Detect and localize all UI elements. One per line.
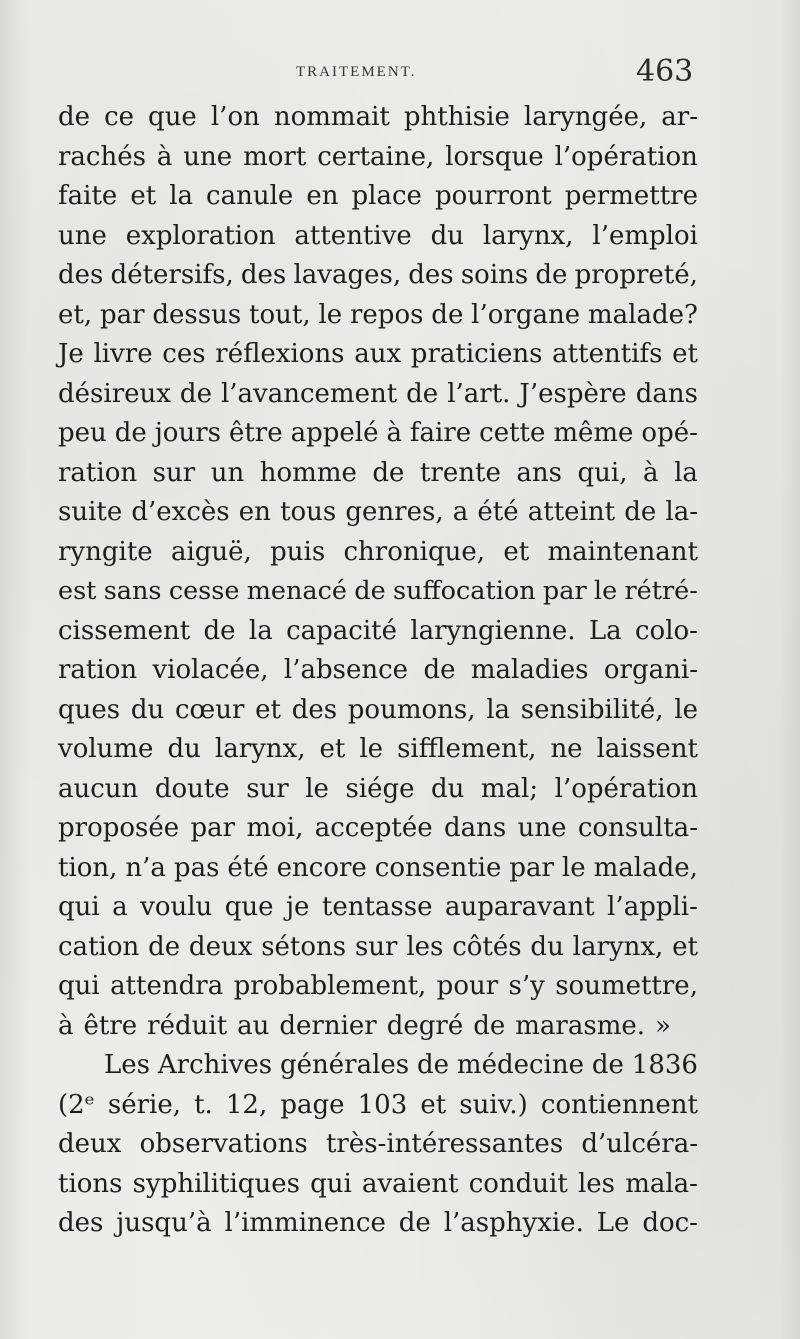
word: le (359, 734, 384, 764)
word: de (203, 615, 236, 646)
word: livre (93, 339, 153, 369)
word: consentie (374, 852, 502, 883)
text-line (58, 651, 698, 691)
word: la (169, 181, 194, 211)
word: attentifs (552, 339, 663, 369)
word: sur (354, 931, 398, 962)
word: nommait (273, 102, 390, 132)
word: des (240, 260, 287, 290)
word: un (210, 457, 245, 488)
text-line (58, 967, 698, 1007)
text-line (58, 730, 698, 770)
word: réflexions (215, 339, 345, 369)
word: place (351, 181, 422, 211)
word: larynx, (214, 734, 306, 764)
word: jusqu’à (116, 1208, 212, 1238)
word: cesse (168, 576, 240, 606)
word: l’avancement (220, 378, 398, 409)
word: attentive (294, 220, 412, 251)
word: poumons, (347, 694, 476, 725)
word: ryngite (58, 536, 153, 567)
word: de (58, 102, 91, 132)
word: praticiens (410, 339, 543, 369)
word: rétré- (624, 576, 698, 606)
word: détersifs, (110, 260, 234, 290)
page-header (0, 54, 800, 92)
word: proposée (58, 813, 180, 843)
word: suite (58, 497, 123, 527)
word: tout, (249, 299, 311, 330)
word: du (130, 694, 165, 725)
text-line (58, 454, 698, 494)
word: opé- (641, 418, 698, 448)
text-line (58, 335, 698, 375)
word: Le (596, 1208, 630, 1238)
word: aux (354, 339, 402, 369)
text-line (58, 493, 698, 533)
word: côtés (452, 931, 522, 962)
word: du (431, 773, 465, 804)
word: par (542, 576, 587, 606)
word: cation (58, 931, 140, 962)
word: l’emploi (592, 220, 698, 251)
word: sifflement, (397, 734, 537, 764)
text-line (58, 1007, 698, 1047)
word: tions (58, 1168, 123, 1199)
word: chronique, (343, 536, 485, 567)
word: être (83, 1010, 138, 1041)
word: l’organe (471, 299, 581, 330)
word: suiv.) (459, 1089, 528, 1120)
word: l’opération (554, 773, 698, 804)
word: d’excès (131, 497, 230, 527)
word: degré (386, 1010, 464, 1041)
word: la (486, 694, 511, 725)
word: est (58, 576, 97, 606)
word: ces (162, 339, 206, 369)
word: pourront (434, 181, 552, 211)
word: moi, (246, 813, 304, 843)
word: été (477, 497, 519, 527)
word: t. (194, 1089, 213, 1120)
word: 103 (357, 1089, 408, 1120)
word: l’opération (554, 141, 698, 172)
word: de (431, 299, 464, 330)
word: atteint (527, 497, 616, 527)
text-line (58, 809, 698, 849)
word: et (130, 181, 157, 211)
word: doute (154, 773, 230, 804)
word: le (318, 299, 343, 330)
text-line (58, 1086, 698, 1126)
text-line (58, 849, 698, 889)
word: de (114, 418, 147, 448)
word: des (291, 694, 338, 725)
word: lorsque (445, 141, 544, 172)
word: les (406, 931, 444, 962)
word: phthisie (403, 102, 510, 132)
word: ans (516, 457, 562, 488)
word: de (473, 1010, 506, 1041)
word: La (588, 615, 622, 646)
text-line (58, 375, 698, 415)
word: marasme. (515, 1010, 645, 1041)
word: peu (58, 418, 107, 448)
word: ques (58, 694, 121, 725)
word: en (306, 181, 339, 211)
word: 12, (225, 1089, 268, 1120)
text-line (58, 572, 698, 612)
word: à (58, 1010, 74, 1041)
word: faire (409, 418, 472, 448)
word: une (517, 813, 567, 843)
word: l’appli- (607, 892, 698, 922)
text-line (58, 177, 698, 217)
word: aiguë, (170, 536, 252, 567)
word: auparavant (444, 892, 595, 922)
word: dessus (152, 299, 242, 330)
word: du (530, 931, 564, 962)
word: le (305, 773, 329, 804)
word: deux (58, 1129, 122, 1159)
word: et (420, 1089, 447, 1120)
word: la (248, 615, 273, 646)
word: qui, (577, 457, 628, 488)
word: à (386, 418, 402, 448)
text-line (58, 256, 698, 296)
word: laissent (596, 734, 698, 764)
text-line (58, 1204, 698, 1244)
text-line (58, 691, 698, 731)
word: sensibilité, (520, 694, 664, 725)
word: l’asphyxie. (443, 1208, 584, 1238)
word: larynx, (482, 220, 574, 251)
word: au (237, 1010, 270, 1041)
text-line (58, 414, 698, 454)
text-line (58, 296, 698, 336)
word: jours (154, 418, 221, 448)
word: et (255, 694, 281, 725)
word: de (417, 1050, 450, 1080)
word: aucun (58, 773, 139, 804)
word: sans (103, 576, 162, 606)
word: que (224, 892, 274, 922)
word: très-intéressantes (325, 1129, 564, 1159)
text-line (58, 217, 698, 257)
word: Les (104, 1050, 150, 1080)
word: à (643, 457, 659, 488)
word: par (99, 299, 145, 330)
word: consulta- (577, 813, 698, 843)
word: tentasse (321, 892, 433, 922)
word: lavages, (293, 260, 402, 290)
word: les (577, 1168, 616, 1199)
word: d’ulcéra- (581, 1129, 698, 1159)
word: pas (173, 852, 220, 883)
word: page (280, 1089, 345, 1120)
word: menacé (246, 576, 348, 606)
word: l’imminence (224, 1208, 386, 1238)
word: être (228, 418, 283, 448)
word: tous (280, 497, 337, 527)
word: » (655, 1010, 671, 1041)
word: avaient (361, 1168, 459, 1199)
word: le (593, 576, 618, 606)
word: mort (243, 141, 307, 172)
word: sur (246, 773, 289, 804)
word: de (591, 1050, 624, 1080)
word: le (561, 852, 586, 883)
word: n’a (125, 852, 166, 883)
word: Je (58, 339, 84, 369)
word: rachés (58, 141, 146, 172)
text-line (58, 928, 698, 968)
word: J’espère (519, 378, 627, 409)
word: la- (665, 497, 698, 527)
word: trente (419, 457, 501, 488)
word: de (624, 497, 657, 527)
text-line (58, 612, 698, 652)
word: maintenant (547, 536, 698, 567)
word: mal; (480, 773, 539, 804)
word: pour (436, 971, 499, 1001)
word: doc- (642, 1208, 698, 1238)
text-line (58, 770, 698, 810)
word: de (406, 378, 439, 409)
word: et (503, 536, 530, 567)
word: observations (139, 1129, 308, 1159)
word: réduit (147, 1010, 228, 1041)
word: médecine (456, 1050, 585, 1080)
word: qui (310, 1168, 352, 1199)
word: une (183, 141, 233, 172)
word: Archives (157, 1050, 273, 1080)
word: larynx, (572, 931, 664, 962)
text-line (58, 138, 698, 178)
word: je (285, 892, 310, 922)
word: cissement (58, 615, 191, 646)
word: ration (58, 655, 138, 685)
word: ar- (661, 102, 698, 132)
word: laryngienne. (410, 615, 576, 646)
text-line (58, 1165, 698, 1205)
word: repos (349, 299, 424, 330)
word: capacité (286, 615, 397, 646)
word: s’y (508, 971, 545, 1001)
word: et (319, 734, 346, 764)
word: soins (460, 260, 529, 290)
word: l’absence (283, 655, 409, 685)
word: dans (635, 378, 698, 409)
word: mala- (625, 1168, 698, 1199)
word: suffocation (393, 576, 536, 606)
word: violacée, (152, 655, 269, 685)
word: soumettre, (555, 971, 698, 1001)
word: série, (107, 1089, 181, 1120)
word: par (190, 813, 236, 843)
word: générales (280, 1050, 410, 1080)
word: ce (104, 102, 135, 132)
word: du (430, 220, 465, 251)
word: voulu (140, 892, 213, 922)
word: puis (270, 536, 326, 567)
word: l’art. (447, 378, 511, 409)
word: des (408, 260, 454, 290)
word: exploration (125, 220, 276, 251)
word: ration (58, 457, 138, 488)
word: même (553, 418, 634, 448)
word: de (148, 931, 181, 962)
running-title: TRAITEMENT. (296, 64, 417, 80)
word: le (674, 694, 698, 725)
word: homme (259, 457, 357, 488)
word: des (58, 260, 104, 290)
word: dans (444, 813, 507, 843)
word: volume (58, 734, 154, 764)
word: en (238, 497, 271, 527)
word: dernier (279, 1010, 377, 1041)
word: probablement, (233, 971, 427, 1001)
word: encore (276, 852, 367, 883)
word: syphilitiques (132, 1168, 300, 1199)
word: siége (345, 773, 415, 804)
word: colo- (634, 615, 698, 646)
word: que (148, 102, 197, 132)
word: été (227, 852, 269, 883)
word: la (674, 457, 698, 488)
word: genres, (345, 497, 444, 527)
word: du (167, 734, 201, 764)
word: permettre (564, 181, 698, 211)
body-text (58, 98, 698, 1244)
word: qui (58, 971, 100, 1001)
word: sur (152, 457, 196, 488)
word: et (672, 339, 698, 369)
word: l’on (210, 102, 260, 132)
text-line (58, 98, 698, 138)
word: acceptée (314, 813, 433, 843)
word: a (112, 892, 128, 922)
word: de (398, 1208, 431, 1238)
word: appelé (290, 418, 379, 448)
word: de (423, 655, 456, 685)
page-number: 463 (636, 54, 694, 89)
word: maladies (470, 655, 589, 685)
word: certaine, (317, 141, 435, 172)
paragraph-start-line (58, 1046, 698, 1086)
word: contiennent (540, 1089, 698, 1120)
word: désireux (58, 378, 171, 409)
word: des (58, 1208, 104, 1238)
word: faite (58, 181, 118, 211)
word: propreté, (574, 260, 698, 290)
word: de (372, 457, 405, 488)
word: tion, (58, 852, 118, 883)
word: cette (479, 418, 546, 448)
text-line (58, 533, 698, 573)
word: par (509, 852, 554, 883)
text-line (58, 1125, 698, 1165)
word: attendra (110, 971, 224, 1001)
word: (2ᵉ (58, 1089, 95, 1120)
word: de (535, 260, 568, 290)
word: de (354, 576, 386, 606)
word: de (179, 378, 212, 409)
word: 1836 (631, 1050, 698, 1080)
word: et, (58, 299, 93, 330)
word: à (156, 141, 173, 172)
text-line (58, 888, 698, 928)
word: conduit (468, 1168, 568, 1199)
word: a (452, 497, 469, 527)
word: laryngée, (523, 102, 648, 132)
word: sétons (261, 931, 347, 962)
word: ne (550, 734, 583, 764)
word: organi- (603, 655, 698, 685)
word: et (672, 931, 698, 962)
word: malade? (587, 299, 698, 330)
word: qui (58, 892, 100, 922)
word: malade, (593, 852, 698, 883)
word: canule (206, 181, 294, 211)
word: une (58, 220, 107, 251)
word: deux (188, 931, 253, 962)
word: cœur (174, 694, 245, 725)
